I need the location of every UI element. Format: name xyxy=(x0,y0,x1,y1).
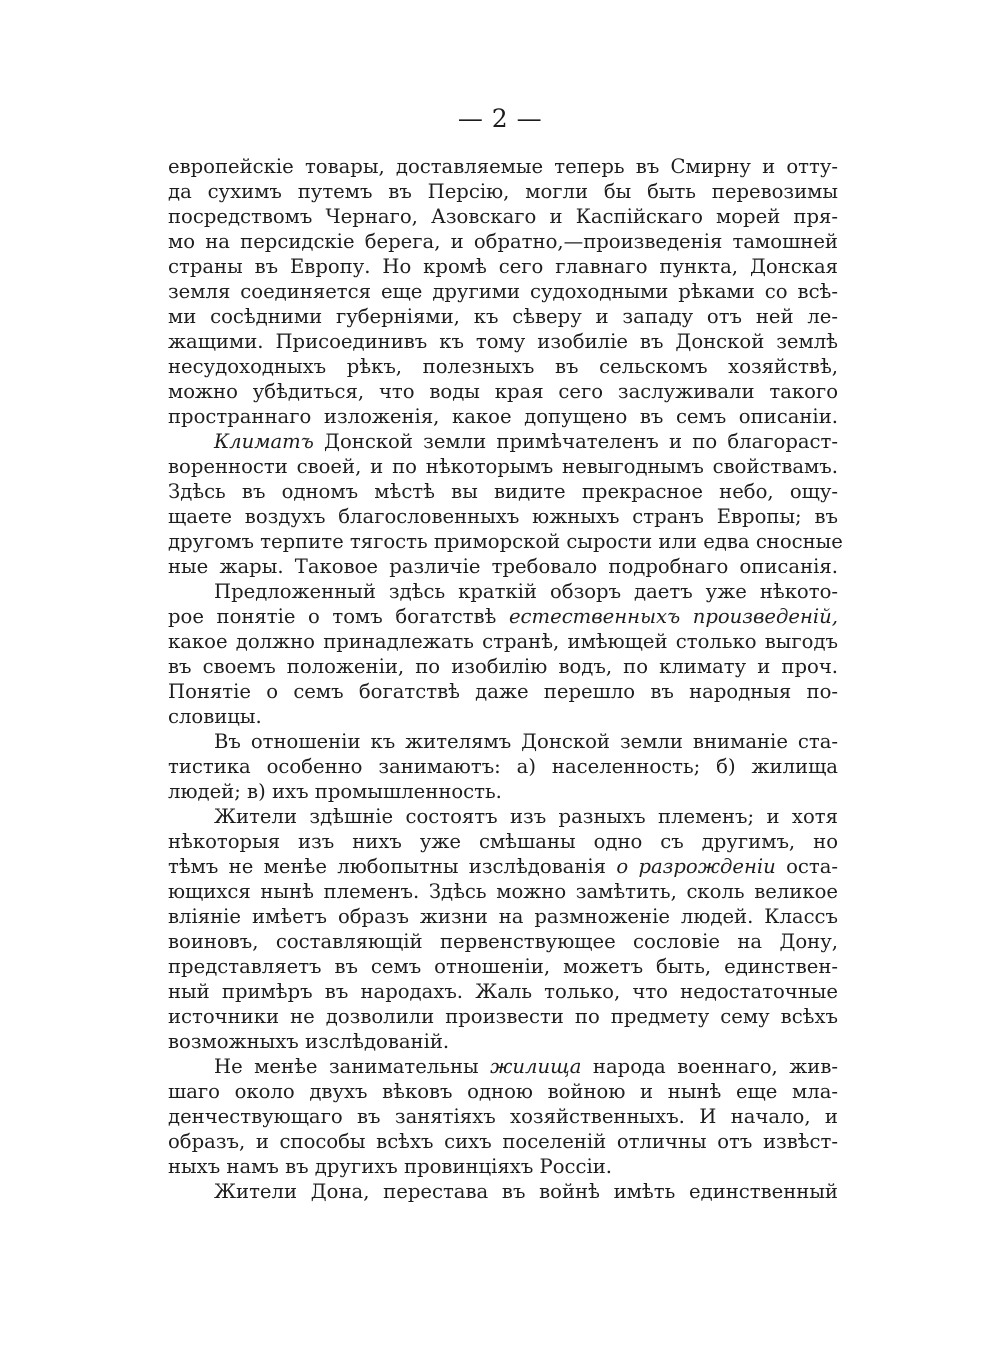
line-text: Донской земли примѣчателенъ и по благораст- xyxy=(313,430,838,453)
page-number: — 2 — xyxy=(457,104,543,133)
text-line: Жители Дона, перестава въ войнѣ имѣть единственный xyxy=(214,1180,838,1203)
paragraph xyxy=(168,804,838,1054)
text-line: въ своемъ положеніи, по изобилію водъ, по климату и проч. xyxy=(168,655,838,678)
text-line: представляетъ въ семъ отношеніи, можетъ быть, единствен- xyxy=(168,955,838,978)
text-line: какое должно принадлежать странѣ, имѣющей столько выгодъ xyxy=(168,630,838,653)
italic-term: Климатъ xyxy=(214,430,314,453)
text-line xyxy=(168,1054,838,1079)
text-line: образъ, и способы всѣхъ сихъ поселеній отличны отъ извѣст- xyxy=(168,1130,838,1153)
text-line: воренности своей, и по нѣкоторымъ невыгоднымъ свойствамъ. xyxy=(168,455,838,478)
line-text: Не менѣе занимательны xyxy=(214,1055,491,1078)
line-text: оста- xyxy=(775,855,838,878)
text-line: жащими. Присоединивъ къ тому изобиліе въ Донской землѣ xyxy=(168,330,838,353)
text-line: мо на персидскіе берега, и обратно,—произведенія тамошней xyxy=(168,230,838,253)
text-line: словицы. xyxy=(168,705,262,728)
italic-term: жилища xyxy=(490,1055,582,1078)
line-text: рое понятіе о томъ богатствѣ xyxy=(168,605,509,628)
text-line: вліяніе имѣетъ образъ жизни на размноженіе людей. Классъ xyxy=(168,905,838,928)
text-line: Предложенный здѣсь краткій обзоръ даетъ уже нѣкото- xyxy=(214,580,838,603)
paragraph xyxy=(168,1054,838,1179)
text-line: людей; в) ихъ промышленность. xyxy=(168,780,502,803)
text-line: источники не дозволили произвести по предмету сему всѣхъ xyxy=(168,1005,838,1028)
text-line: ные жары. Таковое различіе требовало подробнаго описанія. xyxy=(168,555,838,578)
text-line: нѣкоторыя изъ нихъ уже смѣшаны одно съ другимъ, но xyxy=(168,830,838,853)
text-line: страны въ Европу. Но кромѣ сего главнаго пункта, Донская xyxy=(168,255,838,278)
text-line: несудоходныхъ рѣкъ, полезныхъ въ сельскомъ хозяйствѣ, xyxy=(168,355,838,378)
text-line: возможныхъ изслѣдованій. xyxy=(168,1030,450,1053)
text-line: можно убѣдиться, что воды края сего заслуживали такого xyxy=(168,380,838,403)
text-line: Понятіе о семъ богатствѣ даже перешло въ народныя по- xyxy=(168,680,838,703)
text-line: ми сосѣдними губерніями, къ сѣверу и западу отъ ней ле- xyxy=(168,305,838,328)
text-line: Жители здѣшніе состоятъ изъ разныхъ племенъ; и хотя xyxy=(214,805,838,828)
paragraph xyxy=(168,729,838,804)
text-line: да сухимъ путемъ въ Персію, могли бы быть перевозимы xyxy=(168,180,838,203)
text-line: ный примѣръ въ народахъ. Жаль только, что недостаточные xyxy=(168,980,838,1003)
text-line: другомъ терпите тягость приморской сырости или едва сносные xyxy=(168,530,843,553)
text-line: ющихся нынѣ племенъ. Здѣсь можно замѣтить, сколь великое xyxy=(168,880,838,903)
text-line: тистика особенно занимаютъ: а) населенность; б) жилища xyxy=(168,755,838,778)
text-line: Здѣсь въ одномъ мѣстѣ вы видите прекрасное небо, ощу- xyxy=(168,480,838,503)
text-line: воиновъ, составляющій первенствующее сословіе на Дону, xyxy=(168,930,838,953)
text-line: пространнаго изложенія, какое допущено въ семъ описаніи. xyxy=(168,405,838,428)
paragraph xyxy=(168,1179,838,1204)
italic-term: о разрожденіи xyxy=(616,855,776,878)
text-body xyxy=(168,154,843,1204)
text-line xyxy=(168,854,838,879)
text-line xyxy=(168,429,838,454)
text-line: шаго около двухъ вѣковъ одною войною и нынѣ еще мла- xyxy=(168,1080,838,1103)
text-line xyxy=(168,604,838,629)
text-line: Въ отношеніи къ жителямъ Донской земли вниманіе ста- xyxy=(214,730,838,753)
text-line: денчествующаго въ занятіяхъ хозяйственныхъ. И начало, и xyxy=(168,1105,838,1128)
text-line: европейскіе товары, доставляемые теперь въ Смирну и отту- xyxy=(168,155,838,178)
line-text: народа военнаго, жив- xyxy=(581,1055,838,1078)
line-text: тѣмъ не менѣе любопытны изслѣдованія xyxy=(168,855,617,878)
italic-term: естественныхъ произведеній, xyxy=(508,605,838,628)
text-line: щаете воздухъ благословенныхъ южныхъ странъ Европы; въ xyxy=(168,505,838,528)
text-line: посредствомъ Чернаго, Азовскаго и Каспійскаго морей пря- xyxy=(168,205,838,228)
text-line: земля соединяется еще другими судоходными рѣками со всѣ- xyxy=(168,280,838,303)
paragraph xyxy=(168,154,838,429)
paragraph xyxy=(168,429,843,579)
text-line: ныхъ намъ въ другихъ провинціяхъ Россіи. xyxy=(168,1155,613,1178)
paragraph xyxy=(168,579,838,729)
